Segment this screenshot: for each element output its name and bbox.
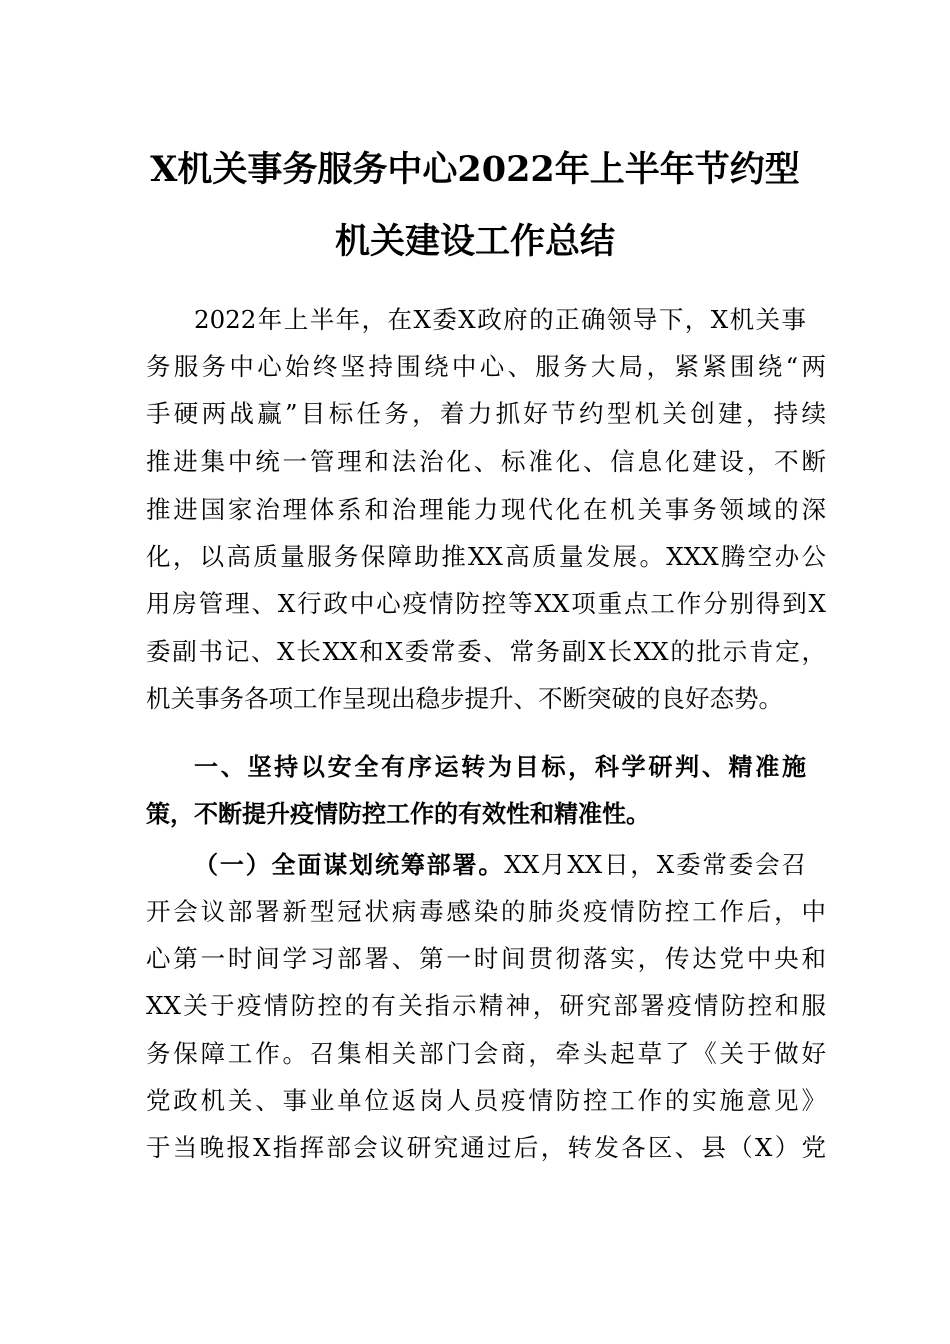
subsection-paragraph-line: 务保障工作。召集相关部门会商，牵头起草了《关于做好 (146, 1039, 826, 1068)
intro-paragraph-line: 化，以高质量服务保障助推XX高质量发展。XXX腾空办公 (146, 542, 826, 571)
subsection-heading: （一）全面谋划统筹部署。 (194, 851, 505, 879)
intro-paragraph-line: 委副书记、X长XX和X委常委、常务副X长XX的批示肯定， (146, 637, 826, 666)
intro-paragraph-line: 用房管理、X行政中心疫情防控等XX项重点工作分别得到X (146, 589, 826, 618)
subsection-paragraph-line: 于当晚报X指挥部会议研究通过后，转发各区、县（X）党 (146, 1133, 826, 1162)
subsection-paragraph-line: XX关于疫情防控的有关指示精神，研究部署疫情防控和服 (146, 991, 826, 1020)
section-heading-line: 一、坚持以安全有序运转为目标，科学研判、精准施 (194, 753, 806, 781)
subsection-paragraph-line: 心第一时间学习部署、第一时间贯彻落实，传达党中央和 (146, 944, 826, 973)
intro-paragraph-line: 手硬两战赢”目标任务，着力抓好节约型机关创建，持续 (146, 399, 826, 428)
intro-paragraph-line: 2022年上半年，在X委X政府的正确领导下，X机关事 (194, 305, 806, 334)
document-title-line-2: 机关建设工作总结 (334, 221, 615, 262)
section-heading-line: 策，不断提升疫情防控工作的有效性和精准性。 (146, 800, 650, 828)
intro-paragraph-line: 推进国家治理体系和治理能力现代化在机关事务领域的深 (146, 495, 826, 524)
subsection-first-line (194, 847, 806, 883)
intro-paragraph-line: 机关事务各项工作呈现出稳步提升、不断突破的良好态势。 (146, 684, 783, 713)
intro-paragraph-line: 推进集中统一管理和法治化、标准化、信息化建设，不断 (146, 447, 826, 476)
subsection-paragraph-line: 开会议部署新型冠状病毒感染的肺炎疫情防控工作后，中 (146, 897, 826, 926)
subsection-paragraph-line: 党政机关、事业单位返岗人员疫情防控工作的实施意见》 (146, 1086, 826, 1115)
intro-paragraph-line: 务服务中心始终坚持围绕中心、服务大局，紧紧围绕“两 (146, 352, 826, 381)
subsection-first-line-text: XX月XX日，X委常委会召 (504, 850, 806, 879)
document-title-line-1: X机关事务服务中心2022年上半年节约型 (150, 149, 800, 190)
